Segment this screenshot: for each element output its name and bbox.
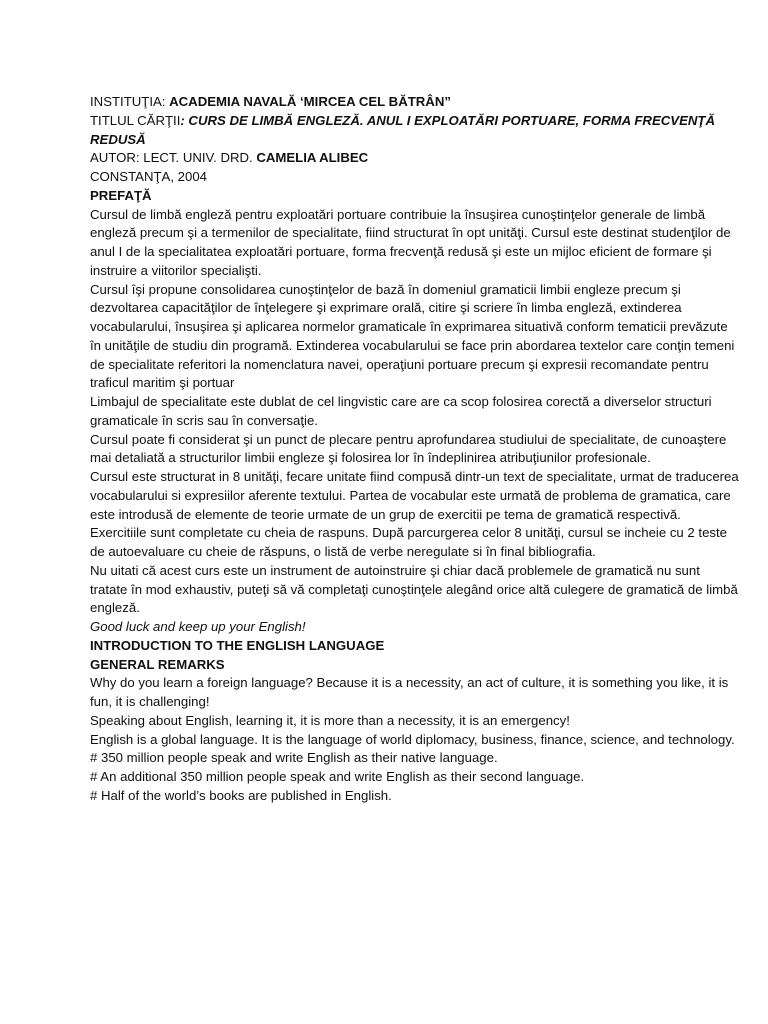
fact-item: # 350 million people speak and write English as their native language. — [90, 750, 498, 766]
author-name: CAMELIA ALIBEC — [256, 150, 369, 166]
intro-paragraph: English is a global language. It is the language of world diplomacy, business, finance, science, and technology. — [90, 731, 735, 747]
author-line — [90, 149, 740, 168]
intro-heading: INTRODUCTION TO THE ENGLISH LANGUAGE — [90, 637, 385, 653]
preface-paragraph: Cursul poate fi considerat şi un punct de plecare pentru aprofundarea studiului de specialitate, de cunoaştere mai detaliată a structurilor limbii engleze şi folosirea lor în îndeplinirea atribuţiunilor profesionale. — [90, 431, 727, 466]
preface-paragraph: Cursul îşi propune consolidarea cunoştinţelor de bază în domeniul gramaticii limbii engleze precum şi dezvoltarea capacităţilor de înţelegere şi exprimare orală, citire şi scriere în limba engleză, extinderea vocabularului, însuşirea şi aplicarea normelor gramaticale în exprimarea situativă conform tematicii prevăzute în unităţile de studiu din programă. Extinderea vocabularului se face prin abordarea textelor care conţin temeni de specialitate referitori la nomenclatura navei, operaţiuni portuare precum şi expresii recomandate pentru traficul maritim şi portuar — [90, 281, 735, 391]
preface-paragraph: Limbajul de specialitate este dublat de cel lingvistic care are ca scop folosirea corectă a diverselor structuri gramaticale în scris sau în conversaţie. — [90, 394, 712, 428]
intro-paragraph: Speaking about English, learning it, it is more than a necessity, it is an emergency! — [90, 712, 570, 728]
preface-closing: Good luck and keep up your English! — [90, 619, 306, 634]
preface-paragraph: Cursul este structurat in 8 unităţi, fecare unitate fiind compusă dintr-un text de specialitate, urmat de traducerea vocabularului si expresiilor aferente textului. Partea de vocabular este urmată de problema de gramatica, care este introdusă de elemente de teorie urmate de un grup de exercitii pe tema de gramatică respectivă. Exercitiile sunt completate cu cheia de raspuns. După parcurgerea celor 8 unităţi, cursul se incheie cu 2 teste de autoevaluare cu cheie de răspuns, o listă de verbe neregulate si în final bibliografia. — [90, 469, 739, 559]
preface-heading: PREFAŢĂ — [90, 187, 152, 203]
place-date: CONSTANŢA, 2004 — [90, 169, 208, 184]
fact-item: # Half of the world’s books are published in English. — [90, 787, 392, 803]
intro-subheading: GENERAL REMARKS — [90, 656, 225, 672]
preface-paragraph: Nu uitati că acest curs este un instrument de autoinstruire şi chiar dacă problemele de gramatică nu sunt tratate în mod exhaustiv, puteţi să vă completaţi cunoştinţele alegând orice altă culegere de gramatică de limbă engleză. — [90, 562, 738, 616]
book-title: : CURS DE LIMBĂ ENGLEZĂ. ANUL I EXPLOATĂRI PORTUARE, FORMA FRECVENŢĂ REDUSĂ — [90, 112, 715, 147]
preface-paragraph: Cursul de limbă engleză pentru exploatări portuare contribuie la însuşirea cunoştinţelor generale de limbă engleză precum şi a termenilor de specialitate, fiind structurat în opt unităţi. Cursul este destinat studenţilor de anul I de la specialitatea exploatări portuare, forma frecvenţă redusă şi este un mijloc eficient de formare şi instruire a viitorilor specialişti. — [90, 206, 731, 278]
document-page — [90, 93, 740, 806]
institution-name: ACADEMIA NAVALĂ ‘MIRCEA CEL BĂTRÂN” — [169, 94, 451, 109]
fact-item: # An additional 350 million people speak and write English as their second language. — [90, 769, 585, 784]
book-title-label: TITLUL CĂRŢII — [90, 112, 181, 128]
author-label: AUTOR: LECT. UNIV. DRD. — [90, 150, 257, 166]
institution-label: INSTITUŢIA: — [90, 94, 170, 109]
intro-paragraph: Why do you learn a foreign language? Because it is a necessity, an act of culture, it is something you like, it is fun, it is challenging! — [90, 675, 729, 709]
institution-line — [90, 93, 740, 112]
book-title-line — [90, 112, 740, 150]
